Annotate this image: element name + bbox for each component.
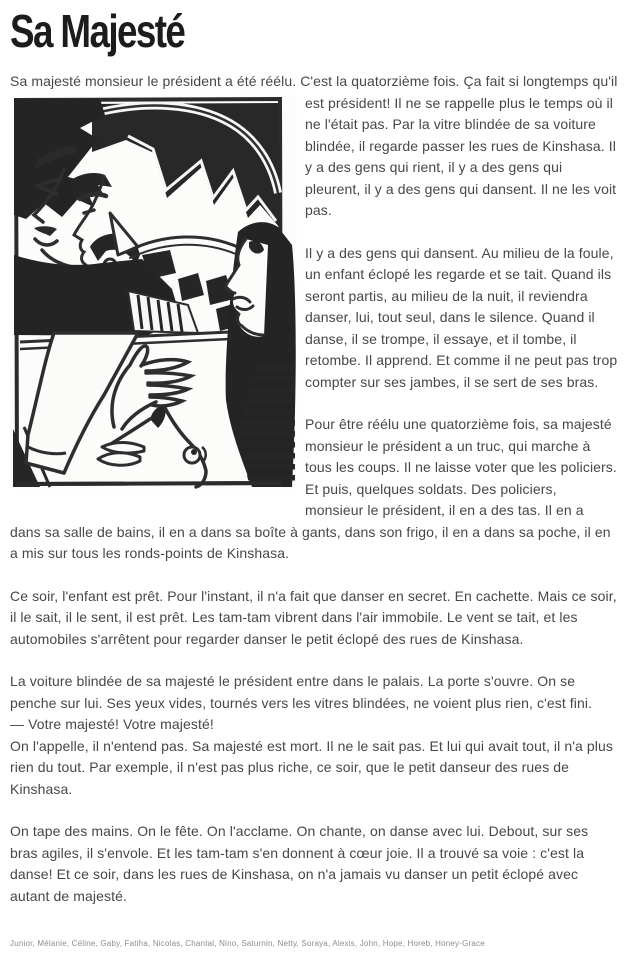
paragraph-5: [10, 671, 618, 800]
paragraph-5-narration: La voiture blindée de sa majesté le président entre dans le palais. La porte s'ouvre. On se penche sur lui. Ses yeux vides, tournés vers les vitres blindées, ne voient plus rien, c'est fini.: [10, 673, 593, 711]
paragraph-1-rest: est président! Il ne se rappelle plus le temps où il ne l'était pas. Par la vitre blindée de sa voiture blindée, il regarde passer les rues de Kinshasa. Il y a des gens qui rient, il y a des gens qui pleurent, il y a des gens qui dansent. Il ne les voit pas.: [305, 94, 617, 218]
credits-line: Junior, Mélanie, Céline, Gaby, Fatiha, Nicolas, Chantal, Nino, Saturnin, Netty, Soraya, Alexis, John, Hope, Horeb, Honey-Grace: [10, 939, 485, 948]
paragraph-2: Il y a des gens qui dansent. Au milieu de la foule, un enfant éclopé les regarde et se tait. Quand ils seront partis, au milieu de la nuit, il reviendra danser, lui, tout seul, dans le silence. Quand il danse, il se trompe, il essaye, et il tombe, il retombe. Il apprend. Et comme il ne peut pas trop compter sur ses jambes, il se sert de ses bras.: [305, 244, 618, 390]
paragraph-4: Ce soir, l'enfant est prêt. Pour l'instant, il n'a fait que danser en secret. En cachette. Mais ce soir, il le sait, il le sent, il est prêt. Les tam-tam vibrent dans l'air immobile. Le vent se tait, et les automobiles s'arrêtent pour regarder danser le petit éclopé des rues de Kinshasa.: [10, 587, 617, 647]
story-illustration: [10, 95, 297, 489]
paragraph-3: Pour être réélu une quatorzième fois, sa majesté monsieur le président a un truc, qui marche à tous les coups. Il ne laisse voter que les policiers. Et puis, quelques soldats. Des policiers, monsieur le président, il en a des tas. Il en a dans sa salle de bains, il en a dans sa boîte à gants, dans son frigo, il en a dans sa poche, il en a mis sur tous les ronds-points de Kinshasa.: [10, 416, 617, 561]
paragraph-5-dialogue: — Votre majesté! Votre majesté!: [10, 716, 214, 732]
page-title: Sa Majesté: [10, 5, 185, 57]
paragraph-1-lead: Sa majesté monsieur le président a été réélu. C'est la quatorzième fois. Ça fait si longtemps qu'il: [10, 73, 618, 89]
paragraph-6: On tape des mains. On le fête. On l'acclame. On chante, on danse avec lui. Debout, sur ses bras agiles, il s'envole. Et les tam-tam s'en donnent à cœur joie. Il a trouvé sa voie : c'est la danse! Et ce soir, dans les rues de Kinshasa, on n'a jamais vu danser un petit éclopé avec autant de majesté.: [10, 823, 589, 904]
dog-tongue: [98, 452, 140, 465]
article-body: [10, 71, 618, 955]
dog-eye: [184, 447, 200, 463]
paragraph-1: [10, 71, 618, 222]
paragraph-5-closing: On l'appelle, il n'entend pas. Sa majesté est mort. Il ne le sait pas. Et lui qui avait tout, il n'a plus rien du tout. Par exemple, il n'est pas plus riche, ce soir, que le petit danseur des rues de Kinshasa.: [10, 737, 613, 797]
